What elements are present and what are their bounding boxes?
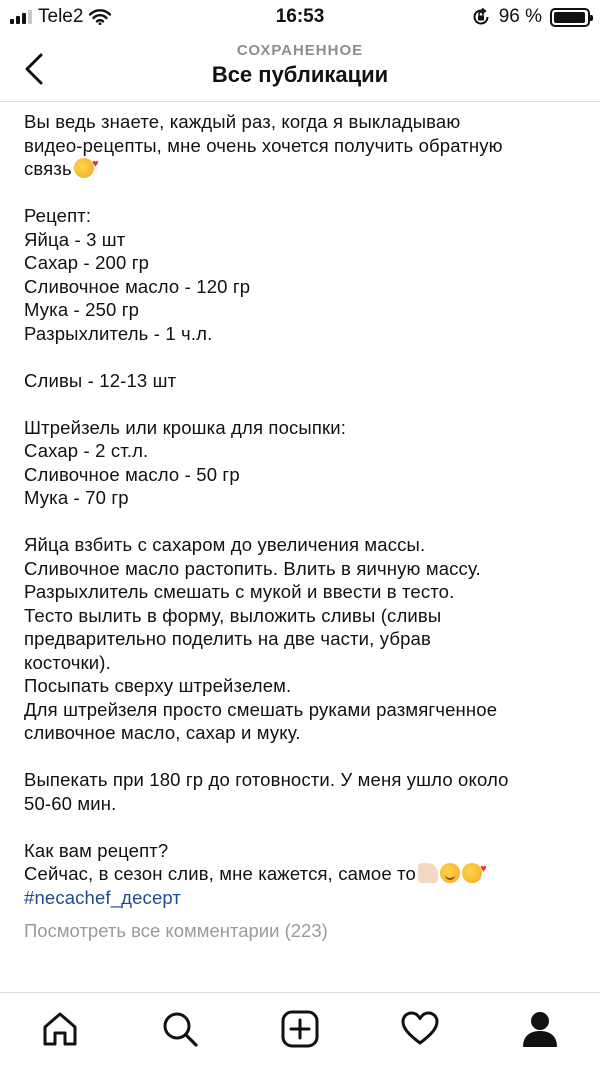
tab-profile[interactable] — [518, 1007, 562, 1051]
battery-level — [554, 12, 585, 23]
streusel-ingredients — [24, 416, 584, 510]
status-bar — [0, 0, 600, 36]
ingredient-item: Мука - 70 гр — [24, 487, 129, 508]
battery-icon — [550, 8, 590, 27]
plums-ingredient — [24, 369, 584, 393]
ingredient-item: Сливочное масло - 50 гр — [24, 463, 240, 485]
step-line: Яйца взбить с сахаром до увеличения массы. — [24, 534, 426, 555]
bake-instructions — [24, 768, 584, 815]
caption-line: Сейчас, в сезон слив, мне кажется, самое то♥ — [24, 862, 584, 886]
profile-icon — [520, 1009, 560, 1049]
step-line: косточки). — [24, 651, 111, 673]
step-line: Тесто вылить в форму, выложить сливы (сливы — [24, 604, 442, 626]
hashtag-link[interactable]: #necachef_десерт — [24, 886, 182, 908]
clock: 16:53 — [275, 6, 325, 27]
caption-line: видео-рецепты, мне очень хочется получить обратную — [24, 134, 503, 156]
ingredient-item: Мука - 250 гр — [24, 299, 140, 320]
tab-home[interactable] — [38, 1007, 82, 1051]
orientation-lock-icon — [471, 7, 491, 27]
view-all-comments-link[interactable]: Посмотреть все комментарии (223) — [24, 920, 328, 941]
recipe-ingredients — [24, 204, 584, 345]
ingredient-item: Сахар - 200 гр — [24, 252, 150, 273]
tab-new-post[interactable] — [278, 1007, 322, 1051]
thumbs-up-emoji — [418, 863, 438, 883]
step-line: Посыпать сверху штрейзелем. — [24, 675, 292, 696]
ingredient-item: Яйца - 3 шт — [24, 228, 126, 250]
step-line: Сливочное масло растопить. Влить в яичную массу. — [24, 557, 481, 579]
recipe-steps — [24, 533, 584, 745]
heart-icon — [400, 1009, 440, 1049]
step-line: предварительно поделить на две части, убрав — [24, 628, 431, 649]
home-icon — [40, 1009, 80, 1049]
caption-line: Как вам рецепт? — [24, 839, 169, 861]
step-line: Для штрейзеля просто смешать руками размягченное — [24, 698, 498, 720]
ingredient-item: Разрыхлитель - 1 ч.л. — [24, 322, 213, 344]
search-icon — [160, 1009, 200, 1049]
tab-activity[interactable] — [398, 1007, 442, 1051]
post-caption — [24, 104, 584, 992]
tab-bar — [0, 992, 600, 1066]
add-post-icon — [280, 1009, 320, 1049]
battery-percent: 96 % — [498, 6, 542, 27]
caption-intro — [24, 110, 584, 181]
streusel-heading: Штрейзель или крошка для посыпки: — [24, 416, 347, 438]
ingredient-item: Сливочное масло - 120 гр — [24, 275, 251, 297]
smiling-face-emoji — [440, 863, 460, 883]
tab-search[interactable] — [158, 1007, 202, 1051]
nav-header — [0, 36, 600, 102]
smiling-face-with-hearts-emoji — [462, 863, 482, 883]
step-line: Разрыхлитель смешать с мукой и ввести в тесто. — [24, 581, 455, 602]
recipe-heading: Рецепт: — [24, 205, 92, 226]
ingredient-item: Сахар - 2 ст.л. — [24, 440, 149, 461]
step-line: 50-60 мин. — [24, 792, 117, 814]
caption-closing — [24, 839, 584, 910]
step-line: сливочное масло, сахар и муку. — [24, 722, 301, 743]
step-line: Выпекать при 180 гр до готовности. У меня ушло около — [24, 769, 509, 790]
ingredient-item: Сливы - 12-13 шт — [24, 369, 177, 391]
caption-line: связь♥ — [24, 157, 584, 181]
caption-line: Вы ведь знаете, каждый раз, когда я выкладываю — [24, 111, 461, 132]
page-title: Все публикации — [211, 62, 389, 87]
smiling-face-with-hearts-emoji — [74, 158, 94, 178]
status-right — [471, 6, 590, 28]
carrier-name: Tele2 — [38, 6, 84, 27]
nav-subtitle: СОХРАНЕННОЕ — [236, 42, 364, 59]
